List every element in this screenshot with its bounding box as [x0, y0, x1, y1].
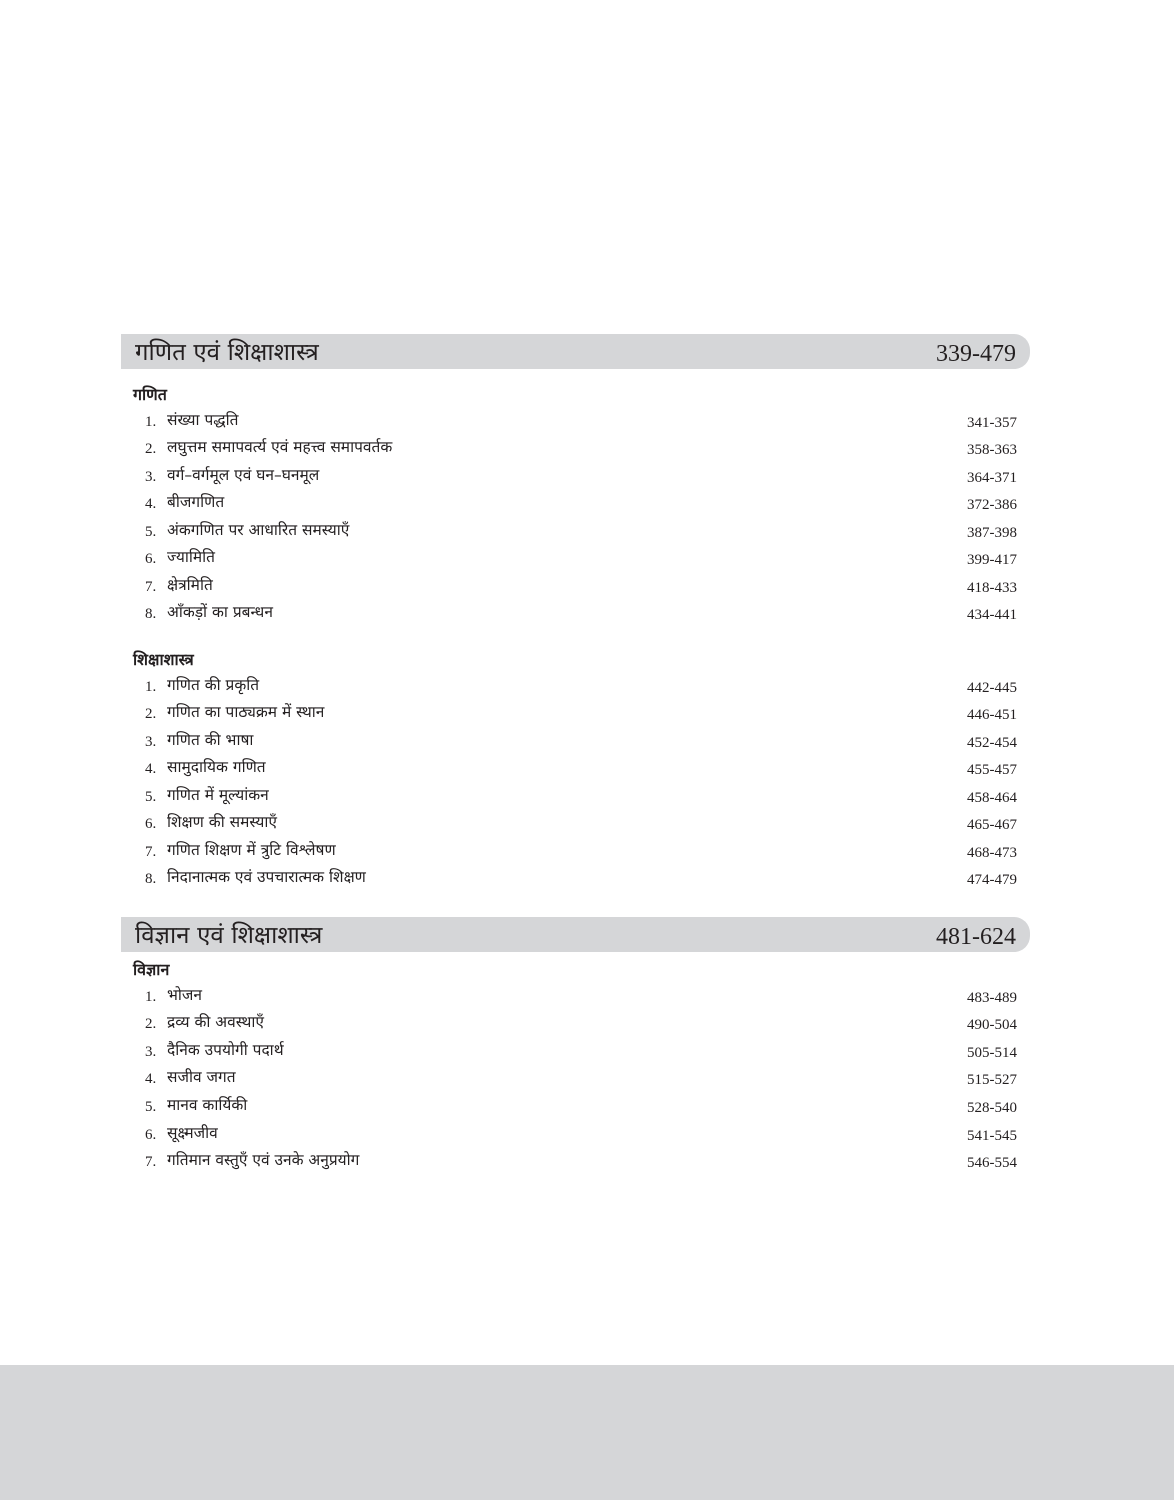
entry-title: क्षेत्रमिति [167, 576, 213, 594]
entry-title: द्रव्य की अवस्थाएँ [167, 1013, 264, 1031]
toc-entry[interactable] [145, 784, 1017, 808]
entry-pages: 474-479 [967, 872, 1017, 888]
toc-entry[interactable] [145, 729, 1017, 753]
toc-entry[interactable] [145, 574, 1017, 598]
entry-number: 4. [145, 1071, 157, 1087]
entry-title: ज्यामिति [167, 548, 216, 566]
entry-title: गतिमान वस्तुएँ एवं उनके अनुप्रयोग [167, 1151, 360, 1169]
entry-number: 6. [145, 551, 157, 567]
toc-entry[interactable] [145, 1066, 1017, 1090]
section-title: विज्ञान एवं शिक्षाशास्त्र [135, 921, 323, 949]
entry-title: मानव कार्यिकी [167, 1096, 248, 1114]
entry-pages: 434-441 [967, 607, 1017, 623]
toc-entry[interactable] [145, 1011, 1017, 1035]
entry-number: 7. [145, 1154, 157, 1170]
entry-pages: 372-386 [967, 497, 1017, 513]
entry-pages: 546-554 [967, 1155, 1017, 1171]
entry-number: 8. [145, 871, 157, 887]
toc-entry[interactable] [145, 756, 1017, 780]
entry-number: 5. [145, 789, 157, 805]
toc-entry[interactable] [145, 601, 1017, 625]
entry-number: 6. [145, 816, 157, 832]
entry-number: 1. [145, 989, 157, 1005]
entry-title: गणित का पाठ्यक्रम में स्थान [167, 703, 325, 721]
toc-entry[interactable] [145, 811, 1017, 835]
entry-title: दैनिक उपयोगी पदार्थ [167, 1041, 284, 1059]
entry-pages: 458-464 [967, 790, 1017, 806]
entry-title: अंकगणित पर आधारित समस्याएँ [167, 521, 350, 539]
entry-title: सामुदायिक गणित [167, 758, 266, 776]
entry-number: 2. [145, 441, 157, 457]
entry-pages: 442-445 [967, 680, 1017, 696]
footer-band [0, 1365, 1174, 1500]
entry-number: 3. [145, 469, 157, 485]
entry-pages: 446-451 [967, 707, 1017, 723]
section-page-range: 339-479 [936, 341, 1016, 367]
entry-pages: 455-457 [967, 762, 1017, 778]
entry-title: गणित की भाषा [167, 731, 254, 749]
entry-number: 7. [145, 579, 157, 595]
toc-entry[interactable] [145, 1039, 1017, 1063]
entry-title: आँकड़ों का प्रबन्धन [167, 603, 273, 621]
entry-title: गणित की प्रकृति [167, 676, 260, 694]
section-page-range: 481-624 [936, 924, 1016, 950]
entry-pages: 528-540 [967, 1100, 1017, 1116]
toc-entry[interactable] [145, 409, 1017, 433]
entry-title: शिक्षण की समस्याएँ [167, 813, 277, 831]
entry-title: भोजन [167, 986, 203, 1004]
entry-title: गणित शिक्षण में त्रुटि विश्लेषण [167, 841, 336, 859]
entry-pages: 399-417 [967, 552, 1017, 568]
entry-number: 5. [145, 1099, 157, 1115]
toc-entry[interactable] [145, 1122, 1017, 1146]
entry-pages: 465-467 [967, 817, 1017, 833]
entry-pages: 515-527 [967, 1072, 1017, 1088]
entry-number: 8. [145, 606, 157, 622]
entry-pages: 483-489 [967, 990, 1017, 1006]
toc-entry[interactable] [145, 1149, 1017, 1173]
entry-title: निदानात्मक एवं उपचारात्मक शिक्षण [167, 868, 366, 886]
toc-entry[interactable] [145, 546, 1017, 570]
entry-pages: 418-433 [967, 580, 1017, 596]
toc-entry[interactable] [145, 674, 1017, 698]
entry-number: 5. [145, 524, 157, 540]
subsection-heading: शिक्षाशास्त्र [133, 650, 194, 669]
entry-pages: 490-504 [967, 1017, 1017, 1033]
toc-entry[interactable] [145, 701, 1017, 725]
entry-pages: 468-473 [967, 845, 1017, 861]
subsection-heading: गणित [133, 385, 167, 404]
entry-title: बीजगणित [167, 493, 225, 511]
toc-entry[interactable] [145, 1094, 1017, 1118]
section-header-bar [121, 334, 1030, 369]
toc-entry[interactable] [145, 491, 1017, 515]
entry-title: वर्ग–वर्गमूल एवं घन–घनमूल [167, 466, 320, 484]
entry-number: 7. [145, 844, 157, 860]
toc-entry[interactable] [145, 839, 1017, 863]
entry-number: 3. [145, 1044, 157, 1060]
entry-title: सजीव जगत [167, 1068, 236, 1086]
entry-title: सूक्ष्मजीव [167, 1124, 218, 1142]
entry-title: लघुत्तम समापवर्त्य एवं महत्त्व समापवर्तक [167, 438, 393, 456]
entry-number: 6. [145, 1127, 157, 1143]
entry-title: संख्या पद्धति [167, 411, 239, 429]
entry-pages: 541-545 [967, 1128, 1017, 1144]
entry-pages: 387-398 [967, 525, 1017, 541]
entry-number: 1. [145, 414, 157, 430]
entry-number: 4. [145, 761, 157, 777]
entry-title: गणित में मूल्यांकन [167, 786, 269, 804]
entry-number: 3. [145, 734, 157, 750]
entry-number: 1. [145, 679, 157, 695]
entry-pages: 341-357 [967, 415, 1017, 431]
entry-pages: 358-363 [967, 442, 1017, 458]
toc-entry[interactable] [145, 984, 1017, 1008]
entry-pages: 364-371 [967, 470, 1017, 486]
toc-entry[interactable] [145, 519, 1017, 543]
subsection-heading: विज्ञान [133, 960, 170, 979]
toc-entry[interactable] [145, 436, 1017, 460]
entry-number: 4. [145, 496, 157, 512]
entry-pages: 505-514 [967, 1045, 1017, 1061]
entry-number: 2. [145, 1016, 157, 1032]
toc-entry[interactable] [145, 464, 1017, 488]
toc-entry[interactable] [145, 866, 1017, 890]
section-title: गणित एवं शिक्षाशास्त्र [135, 338, 319, 366]
entry-number: 2. [145, 706, 157, 722]
entry-pages: 452-454 [967, 735, 1017, 751]
section-header-bar [121, 917, 1030, 952]
